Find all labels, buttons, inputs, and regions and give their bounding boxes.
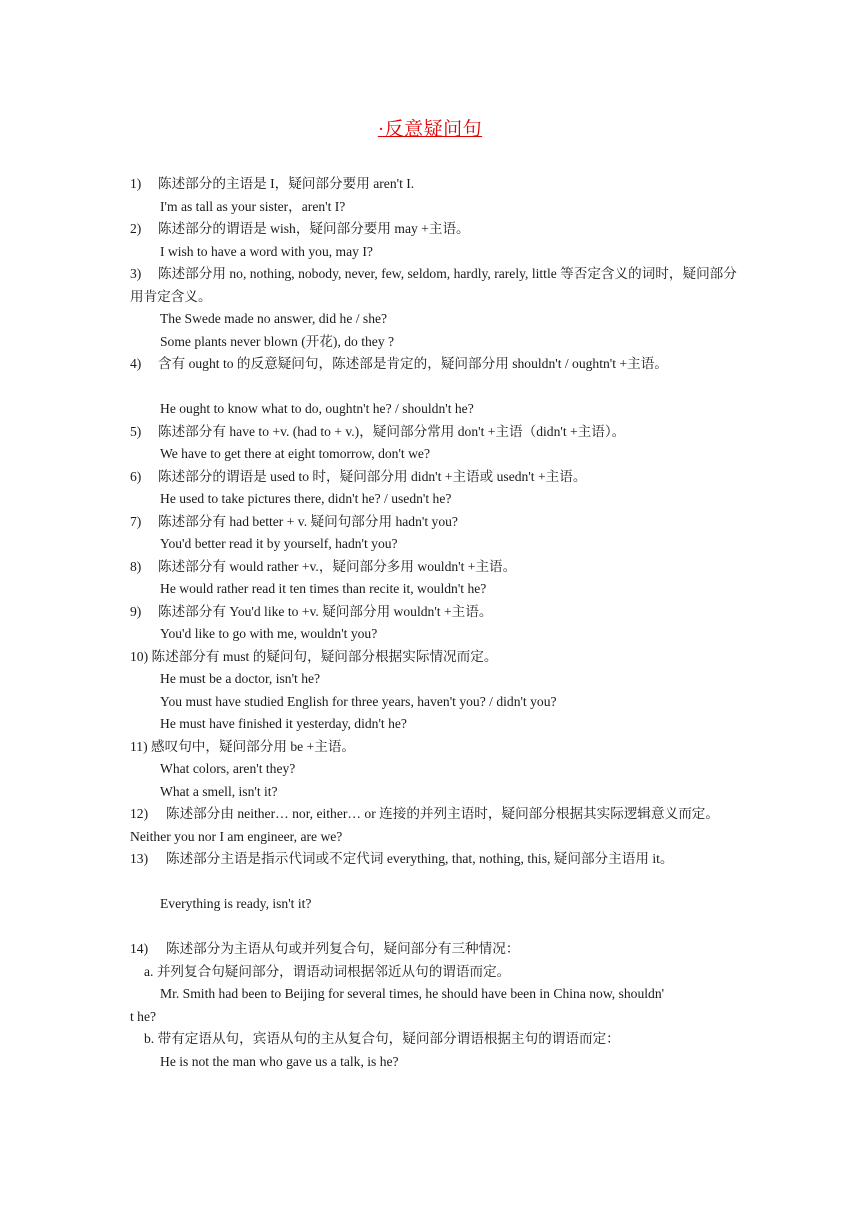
title-container [0, 114, 860, 141]
example-line: He would rather read it ten times than recite it, wouldn't he? [160, 581, 487, 596]
rule-number: 13) [130, 851, 149, 866]
page-title: ·反意疑问句 [377, 119, 483, 140]
document-body [130, 173, 738, 1073]
rule-text: 陈述部分的主语是 I，疑问部分要用 aren't I. [158, 176, 415, 191]
example-line: You must have studied English for three years, haven't you? / didn't you? [160, 693, 557, 709]
rule-text: 陈述部分主语是指示代词或不定代词 everything, that, nothing, this, 疑问部分主语用 it。 [166, 851, 674, 866]
example-line: I'm as tall as your sister，aren't I? [160, 198, 346, 214]
rule-number: 9) [130, 603, 142, 619]
sub-rule-a: a. 并列复合句疑问部分，谓语动词根据邻近从句的谓语而定。 [144, 963, 511, 979]
example-line: You'd better read it by yourself, hadn't you? [160, 536, 398, 551]
rule-7 [130, 511, 738, 534]
example-line: He used to take pictures there, didn't he? / usedn't he? [160, 491, 452, 506]
rule-4 [130, 353, 738, 376]
example-line: Neither you nor I am engineer, are we? [130, 828, 343, 844]
rule-number: 14) [130, 941, 149, 956]
example-line: You'd like to go with me, wouldn't you? [160, 626, 378, 641]
example-line: The Swede made no answer, did he / she? [160, 311, 388, 326]
example-line: Mr. Smith had been to Beijing for several times, he should have been in China now, shouldn' [160, 986, 665, 1001]
example-line: What colors, aren't they? [160, 761, 296, 776]
rule-13 [130, 848, 738, 871]
rule-text: 陈述部分有 had better + v. 疑问句部分用 hadn't you? [158, 513, 458, 529]
example-line: He ought to know what to do, oughtn't he? / shouldn't he? [160, 401, 474, 416]
rule-10: 10) 陈述部分有 must 的疑问句，疑问部分根据实际情况而定。 [130, 648, 498, 664]
rule-11: 11) 感叹句中，疑问部分用 be +主语。 [130, 738, 356, 754]
example-line: We have to get there at eight tomorrow, don't we? [160, 446, 430, 461]
rule-text: 陈述部分有 have to +v. (had to + v.)，疑问部分常用 don't +主语（didn't +主语）。 [158, 423, 626, 439]
rule-text: 含有 ought to 的反意疑问句，陈述部是肯定的，疑问部分用 shouldn't / oughtn't +主语。 [158, 356, 668, 371]
example-line: He is not the man who gave us a talk, is he? [160, 1053, 399, 1069]
rule-number: 3) [130, 266, 142, 281]
rule-text: 陈述部分的谓语是 used to 时，疑问部分用 didn't +主语或 usedn't +主语。 [158, 468, 587, 484]
example-line: What a smell, isn't it? [160, 783, 278, 799]
rule-14 [130, 938, 738, 961]
rule-text: 陈述部分由 neither… nor, either… or 连接的并列主语时，疑问部分根据其实际逻辑意义而定。 [166, 806, 719, 821]
blank-line [130, 871, 738, 894]
blank-line [130, 916, 738, 939]
rule-text: 陈述部分的谓语是 wish，疑问部分要用 may +主语。 [158, 221, 470, 236]
rule-number: 1) [130, 176, 142, 191]
blank-line [130, 376, 738, 399]
example-line: Everything is ready, isn't it? [160, 896, 312, 911]
example-line-continuation: t he? [130, 1008, 157, 1024]
rule-3 [130, 263, 738, 308]
rule-2 [130, 218, 738, 241]
rule-number: 7) [130, 513, 142, 529]
rule-number: 4) [130, 356, 142, 371]
rule-number: 5) [130, 423, 142, 439]
rule-9 [130, 601, 738, 624]
example-line: I wish to have a word with you, may I? [160, 243, 373, 259]
rule-text: 陈述部分用 no, nothing, nobody, never, few, seldom, hardly, rarely, little 等否定含义的词时，疑问部分用肯定含义。 [130, 266, 737, 304]
rule-6 [130, 466, 738, 489]
rule-text: 陈述部分有 would rather +v.，疑问部分多用 wouldn't +主语。 [158, 558, 517, 574]
example-line: He must have finished it yesterday, didn't he? [160, 716, 407, 731]
rule-12 [130, 803, 738, 826]
rule-1 [130, 173, 738, 196]
rule-number: 8) [130, 558, 142, 574]
sub-rule-b: b. 带有定语从句，宾语从句的主从复合句，疑问部分谓语根据主句的谓语而定： [144, 1031, 620, 1046]
rule-number: 2) [130, 221, 142, 236]
rule-text: 陈述部分为主语从句或并列复合句，疑问部分有三种情况： [166, 941, 520, 956]
rule-8 [130, 556, 738, 579]
rule-5 [130, 421, 738, 444]
rule-number: 6) [130, 468, 142, 484]
example-line: Some plants never blown (开花), do they ? [160, 333, 395, 349]
example-line: He must be a doctor, isn't he? [160, 671, 321, 686]
rule-text: 陈述部分有 You'd like to +v. 疑问部分用 wouldn't +主语。 [158, 603, 493, 619]
rule-number: 12) [130, 806, 149, 821]
